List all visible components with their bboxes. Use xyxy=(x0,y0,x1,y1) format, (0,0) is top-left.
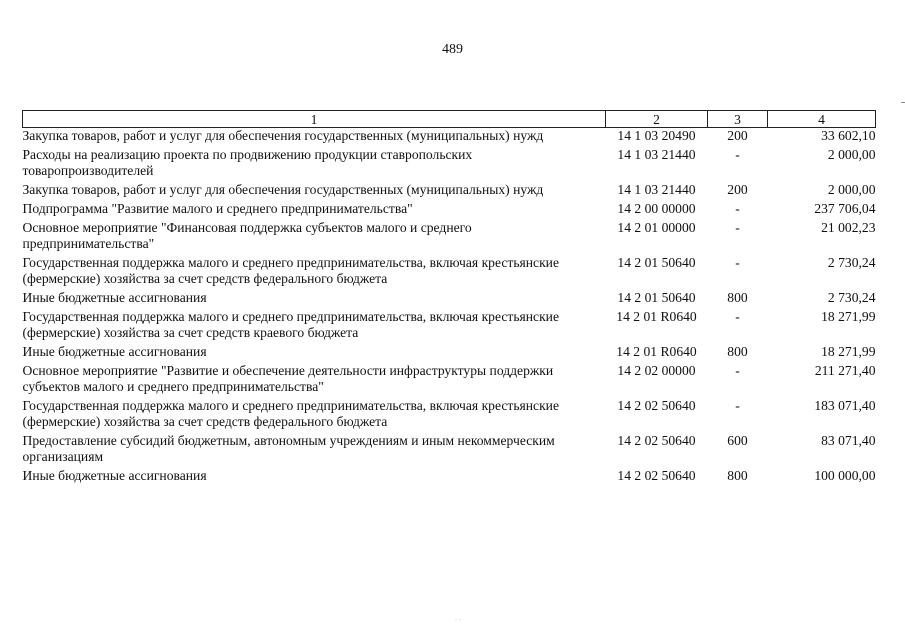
row-code: 14 2 01 R0640 xyxy=(616,309,697,324)
row-amount: 18 271,99 xyxy=(821,309,876,324)
row-type: - xyxy=(735,309,740,324)
row-type: - xyxy=(735,363,740,378)
table-row xyxy=(23,433,876,468)
table-row xyxy=(23,147,876,182)
table-body xyxy=(23,128,876,488)
header-col-1: 1 xyxy=(23,111,606,128)
table-row xyxy=(23,201,876,220)
row-code: 14 2 02 00000 xyxy=(617,363,696,378)
table-row xyxy=(23,468,876,487)
row-type: 800 xyxy=(727,468,748,483)
row-code: 14 2 01 50640 xyxy=(617,290,696,305)
row-name: Основное мероприятие "Финансовая поддержка субъектов малого и среднего предпринимательства" xyxy=(22,220,472,251)
row-type: - xyxy=(735,398,740,413)
row-type: - xyxy=(735,220,740,235)
row-amount: 2 730,24 xyxy=(827,255,876,270)
header-row xyxy=(23,111,876,128)
row-amount: 237 706,04 xyxy=(814,201,876,216)
header-col-4: 4 xyxy=(768,111,876,128)
row-type: - xyxy=(735,147,740,162)
row-amount: 183 071,40 xyxy=(814,398,876,413)
row-name: Иные бюджетные ассигнования xyxy=(22,344,207,359)
table-row xyxy=(23,128,876,148)
table-row xyxy=(23,344,876,363)
row-name: Государственная поддержка малого и среднего предпринимательства, включая крестьянские (фермерские) хозяйства за счет средств федерального бюджета xyxy=(22,398,559,429)
row-type: - xyxy=(735,201,740,216)
row-name: Закупка товаров, работ и услуг для обеспечения государственных (муниципальных) нужд xyxy=(22,128,544,143)
page-number: 489 xyxy=(442,42,463,57)
row-amount: 83 071,40 xyxy=(821,433,876,448)
row-code: 14 2 00 00000 xyxy=(617,201,696,216)
header-col-2: 2 xyxy=(606,111,708,128)
row-type: 200 xyxy=(727,128,748,143)
table-row xyxy=(23,220,876,255)
table-row xyxy=(23,363,876,398)
row-name: Подпрограмма "Развитие малого и среднего предпринимательства" xyxy=(22,201,413,216)
row-code: 14 2 02 50640 xyxy=(617,468,696,483)
budget-table xyxy=(22,110,876,487)
row-name: Расходы на реализацию проекта по продвижению продукции ставропольских товаропроизводителей xyxy=(22,147,473,178)
row-type: 200 xyxy=(727,182,748,197)
table-row xyxy=(23,309,876,344)
row-amount: 2 000,00 xyxy=(827,182,876,197)
table-header xyxy=(23,111,876,128)
row-amount: 33 602,10 xyxy=(821,128,876,143)
row-type: 600 xyxy=(727,433,748,448)
row-amount: 2 000,00 xyxy=(827,147,876,162)
row-code: 14 2 02 50640 xyxy=(617,398,696,413)
row-name: Закупка товаров, работ и услуг для обеспечения государственных (муниципальных) нужд xyxy=(22,182,544,197)
table-row xyxy=(23,290,876,309)
row-name: Государственная поддержка малого и среднего предпринимательства, включая крестьянские (фермерские) хозяйства за счет средств федерального бюджета xyxy=(22,255,559,286)
row-name: Иные бюджетные ассигнования xyxy=(22,290,207,305)
row-code: 14 1 03 20490 xyxy=(617,128,696,143)
row-code: 14 1 03 21440 xyxy=(617,182,696,197)
row-code: 14 2 01 R0640 xyxy=(616,344,697,359)
header-col-3: 3 xyxy=(708,111,768,128)
scan-edge-mark xyxy=(901,102,905,103)
row-code: 14 2 01 50640 xyxy=(617,255,696,270)
row-name: Предоставление субсидий бюджетным, автономным учреждениям и иным некоммерческим организациям xyxy=(22,433,555,464)
row-amount: 211 271,40 xyxy=(814,363,876,378)
row-name: Основное мероприятие "Развитие и обеспечение деятельности инфраструктуры поддержки субъектов малого и среднего предпринимательства" xyxy=(22,363,554,394)
row-name: Государственная поддержка малого и среднего предпринимательства, включая крестьянские (фермерские) хозяйства за счет средств краевого бюджета xyxy=(22,309,559,340)
row-amount: 2 730,24 xyxy=(827,290,876,305)
table-row xyxy=(23,398,876,433)
scan-artifact: . . xyxy=(455,613,461,622)
row-code: 14 1 03 21440 xyxy=(617,147,696,162)
row-type: 800 xyxy=(727,344,748,359)
table-row xyxy=(23,182,876,201)
table-row xyxy=(23,255,876,290)
row-code: 14 2 01 00000 xyxy=(617,220,696,235)
row-amount: 18 271,99 xyxy=(821,344,876,359)
row-amount: 100 000,00 xyxy=(814,468,876,483)
row-type: 800 xyxy=(727,290,748,305)
row-amount: 21 002,23 xyxy=(821,220,876,235)
row-type: - xyxy=(735,255,740,270)
row-name: Иные бюджетные ассигнования xyxy=(22,468,207,483)
row-code: 14 2 02 50640 xyxy=(617,433,696,448)
